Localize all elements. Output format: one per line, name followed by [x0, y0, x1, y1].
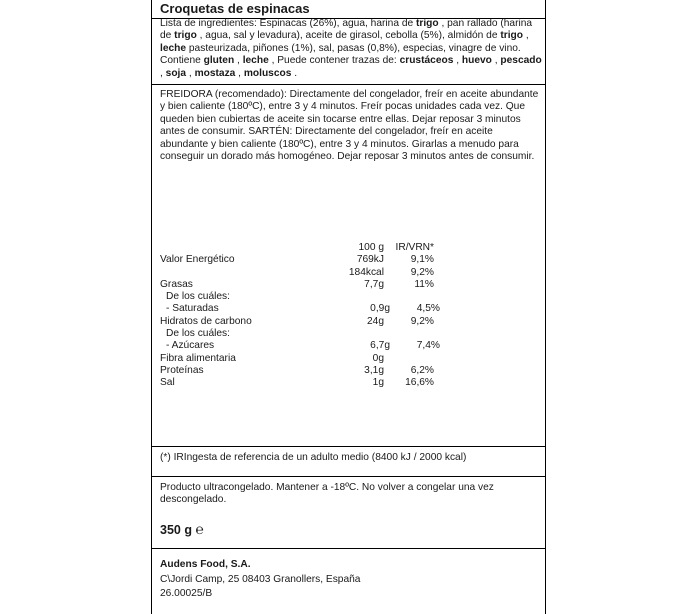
allergen-text: mostaza [194, 67, 236, 79]
divider [152, 548, 545, 549]
allergen-text: crustáceos [399, 55, 454, 67]
nutrient-name: Sal [160, 377, 175, 389]
nutrition-row [160, 303, 545, 315]
nutrient-per100: 24g [367, 315, 384, 327]
allergen-text: leche [160, 42, 187, 54]
nutrition-header-label [160, 242, 330, 254]
nutrient-name: Proteínas [160, 364, 204, 376]
ingredients-fragment: . [291, 67, 298, 79]
ingredients-fragment: , [522, 30, 529, 42]
nutrition-table [160, 242, 545, 390]
nutrition-row [160, 353, 545, 365]
nutrient-per100 [336, 328, 390, 340]
allergen-text: soja [165, 67, 187, 79]
nutrition-row [160, 377, 545, 389]
allergen-text: trigo [415, 18, 439, 29]
nutrient-ir [390, 328, 440, 340]
nutrition-row [160, 365, 545, 377]
nutrient-per100: 0g [372, 352, 384, 364]
product-title: Croquetas de espinacas [160, 1, 310, 16]
net-weight-value: 350 g [160, 523, 192, 537]
net-weight [160, 521, 204, 537]
ingredients-text [160, 18, 542, 80]
nutrition-row [160, 254, 545, 266]
company-info [160, 558, 360, 602]
product-label [151, 0, 546, 614]
allergen-text: trigo [500, 30, 523, 42]
nutrient-per100: 1g [372, 377, 384, 389]
nutrient-ir: 4,5% [416, 303, 440, 315]
allergen-text: gluten [203, 55, 235, 67]
divider [152, 476, 545, 477]
nutrient-name: Grasas [160, 278, 193, 290]
ingredients-fragment: , [234, 55, 243, 67]
nutrient-ir: 7,4% [416, 340, 440, 352]
nutrient-name: Valor Energético [160, 254, 235, 266]
divider [152, 84, 545, 85]
nutrition-row [160, 328, 545, 340]
storage-text: Producto ultracongelado. Mantener a -18ºC. No volver a congelar una vez descongelado. [160, 482, 494, 506]
nutrient-ir [390, 291, 440, 303]
allergen-text: moluscos [243, 67, 292, 79]
nutrition-row [160, 291, 545, 303]
nutrient-name: Hidratos de carbono [160, 315, 252, 327]
nutrition-row [160, 279, 545, 291]
nutrient-per100 [336, 291, 390, 303]
ingredients-fragment: , [160, 67, 166, 79]
nutrient-name: De los cuáles: [166, 291, 230, 303]
nutrient-ir: 9,1% [410, 254, 434, 266]
nutrient-name: - Saturadas [166, 303, 219, 315]
preparation-text: FREIDORA (recomendado): Directamente del congelador, freír en aceite abundante y bien caliente (180ºC), entre 3 y 4 minutos. Freír pocas unidades cada vez. Que queden bien cubiertas de aceite sin tocarse entre ellas. Dejar reposar 3 minutos antes de consumir. SARTÉN: Directamente del congelador, freír en aceite abundante y bien caliente (180ºC), entre 3 y 4 minutos. Girarlas a menudo para conseguir un dorado más homogéneo. Dejar reposar 3 minutos antes de consumir. [160, 89, 539, 163]
allergen-text: trigo [174, 30, 197, 42]
nutrient-ir: 6,2% [410, 364, 434, 376]
nutrient-ir: 9,2% [410, 315, 434, 327]
divider [152, 446, 545, 447]
nutrient-per100: 3,1g [364, 364, 384, 376]
company-name: Audens Food, S.A. [160, 559, 251, 570]
nutrition-header [160, 242, 545, 254]
nutrition-row [160, 316, 545, 328]
company-code: 26.00025/B [160, 588, 213, 599]
nutrient-ir: 16,6% [405, 377, 434, 389]
nutrient-ir [384, 353, 434, 365]
ingredients-fragment: , [453, 55, 462, 67]
estimate-e-icon: ℮ [195, 521, 204, 537]
nutrient-name: - Azúcares [166, 340, 215, 352]
ingredients-fragment: Lista de ingredientes: Espinacas (26%), agua, harina de [160, 18, 416, 29]
nutrient-per100: 0,9g [370, 303, 390, 315]
ingredients-fragment: , agua, sal y levadura), aceite de girasol, cebolla (5%), almidón de [196, 30, 501, 42]
ingredients-fragment: , pan rallado (harina de [160, 18, 533, 42]
allergen-text: huevo [461, 55, 492, 67]
ingredients-fragment: , [235, 67, 244, 79]
nutrient-ir: 11% [414, 278, 434, 290]
ingredients-fragment: , Puede contener trazas de: [268, 55, 400, 67]
nutrition-row [160, 340, 545, 352]
reference-note: (*) IRIngesta de referencia de un adulto medio (8400 kJ / 2000 kcal) [160, 452, 467, 463]
ingredients-fragment: , [491, 55, 501, 67]
nutrition-header-per100: 100 g [358, 242, 384, 253]
allergen-text: pescado [500, 55, 542, 67]
nutrient-per100: 7,7g [364, 278, 384, 290]
nutrition-row [160, 267, 545, 279]
nutrient-name [160, 267, 330, 279]
nutrition-header-ir: IR/VRN* [395, 242, 434, 253]
ingredients-fragment: , [186, 67, 195, 79]
nutrient-name: Fibra alimentaria [160, 352, 236, 364]
ingredients-fragment: pasteurizada, piñones (1%), sal, pasas (0,8%), especias, vinagre de vino. Contiene [160, 42, 521, 67]
nutrient-per100: 184kcal [348, 266, 384, 278]
nutrient-name: De los cuáles: [166, 328, 230, 340]
company-address: C\Jordi Camp, 25 08403 Granollers, España [160, 573, 361, 585]
allergen-text: leche [242, 55, 269, 67]
nutrient-ir: 9,2% [410, 266, 434, 278]
nutrient-per100: 6,7g [370, 340, 390, 352]
nutrient-per100: 769kJ [356, 254, 384, 266]
